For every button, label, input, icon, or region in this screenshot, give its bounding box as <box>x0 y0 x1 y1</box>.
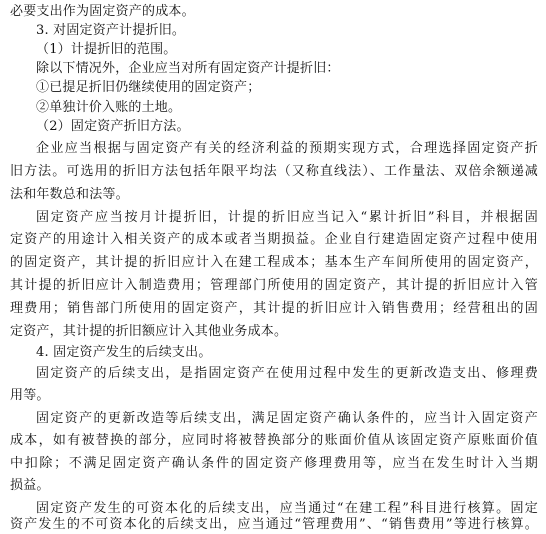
subsection-heading-2: （2）固定资产折旧方法。 <box>36 119 190 134</box>
subsection-heading-1: （1）计提折旧的范围。 <box>36 42 177 57</box>
text-line: 固定资产应当按月计提折旧，计提的折旧应当记入“累计折旧”科目，并根据固 <box>36 210 538 225</box>
text-line: 固定资产发生的可资本化的后续支出，应当通过“在建工程”科目进行核算。固定 <box>36 501 538 516</box>
text-line: 除以下情况外，企业应当对所有固定资产计提折旧： <box>36 61 340 76</box>
section-heading-4: 4. 固定资产发生的后续支出。 <box>36 345 212 360</box>
section-heading-3: 3. 对固定资产计提折旧。 <box>36 23 186 38</box>
text-line: 定资产，其计提的折旧额应计入其他业务成本。 <box>10 324 288 339</box>
text-line: 资产发生的不可资本化的后续支出，应当通过“管理费用”、“销售费用”等进行核算。 <box>10 517 538 532</box>
list-item: ①已提足折旧仍继续使用的固定资产； <box>36 80 261 95</box>
text-line: 用等。 <box>10 388 50 403</box>
text-line: 其计提的折旧应计入制造费用；管理部门所使用的固定资产，其计提的折旧应计入管 <box>10 278 538 293</box>
text-line: 定资产的用途计入相关资产的成本或者当期损益。企业自行建造固定资产过程中使用 <box>10 232 538 247</box>
text-line: 的固定资产，其计提的折旧应计入在建工程成本；基本生产车间所使用的固定资产， <box>10 255 538 270</box>
text-line: 必要支出作为固定资产的成本。 <box>10 4 195 19</box>
text-line: 损益。 <box>10 478 50 493</box>
list-item: ②单独计价入账的土地。 <box>36 100 182 115</box>
text-line: 成本，如有被替换的部分，应同时将被替换部分的账面价值从该固定资产原账面价值 <box>10 433 538 448</box>
text-line: 理费用；销售部门所使用的固定资产，其计提的折旧应计入销售费用；经营租出的固 <box>10 301 538 316</box>
text-line: 固定资产的更新改造等后续支出，满足固定资产确认条件的，应当计入固定资产 <box>36 411 538 426</box>
text-line: 企业应当根据与固定资产有关的经济利益的预期实现方式，合理选择固定资产折 <box>36 141 538 156</box>
text-line: 中扣除；不满足固定资产确认条件的固定资产修理费用等，应当在发生时计入当期 <box>10 456 538 471</box>
text-line: 法和年数总和法等。 <box>10 187 129 202</box>
text-line: 旧方法。可选用的折旧方法包括年限平均法（又称直线法）、工作量法、双倍余额递减 <box>10 164 538 179</box>
text-line: 固定资产的后续支出，是指固定资产在使用过程中发生的更新改造支出、修理费 <box>36 366 538 381</box>
